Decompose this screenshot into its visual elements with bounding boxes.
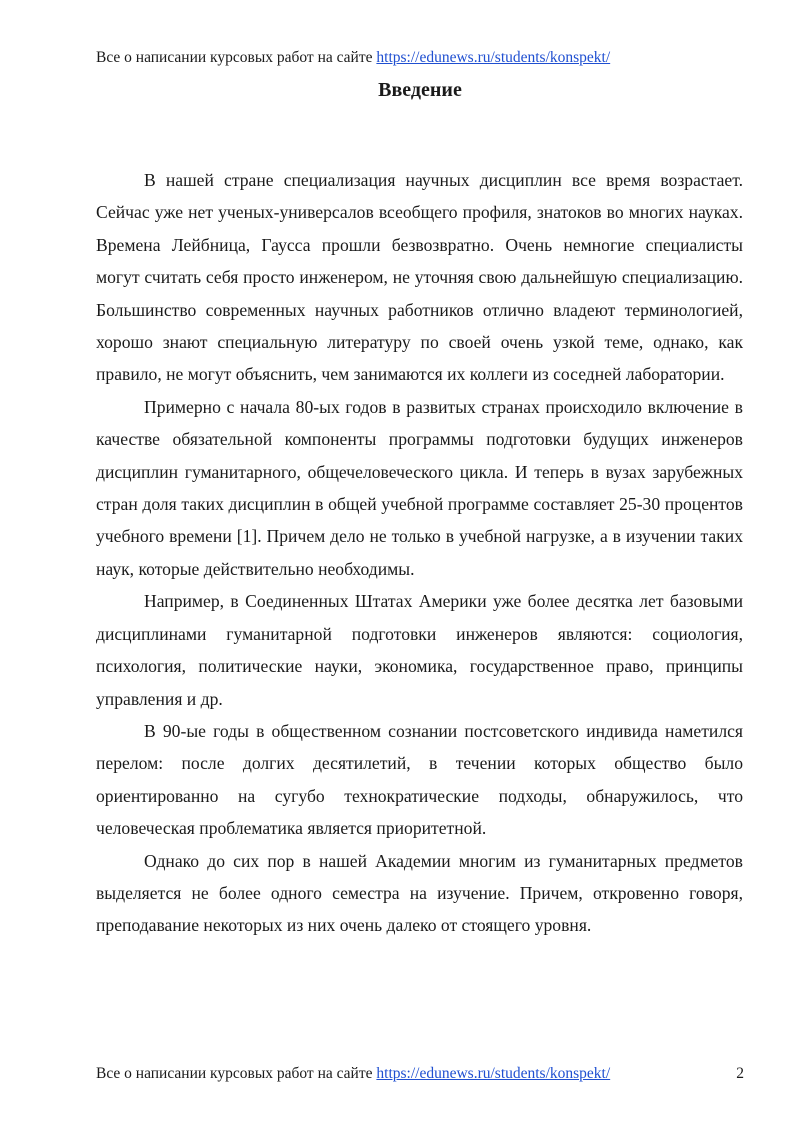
document-body <box>96 164 743 942</box>
page-footer <box>96 1064 744 1084</box>
page-header <box>96 48 610 68</box>
footer-link[interactable]: https://edunews.ru/students/konspekt/ <box>376 1065 611 1082</box>
paragraph: В 90-ые годы в общественном сознании постсоветского индивида наметился перелом: после долгих десятилетий, в течении которых общество было ориентированно на сугубо технократические подходы, обнаружилось, что человеческая проблематика является приоритетной. <box>96 720 743 839</box>
page-title: Введение <box>378 79 462 101</box>
paragraph: В нашей стране специализация научных дисциплин все время возрастает. Сейчас уже нет ученых-универсалов всеобщего профиля, знатоков во многих науках. Времена Лейбница, Гаусса прошли безвозвратно. Очень немногие специалисты могут считать себя просто инженером, не уточняя свою дальнейшую специализацию. Большинство современных научных работников отлично владеют терминологией, хорошо знают специальную литературу по своей очень узкой теме, однако, как правило, не могут объяснить, чем занимаются их коллеги из соседней лаборатории. <box>96 170 743 385</box>
footer-text: Все о написании курсовых работ на сайте <box>96 1065 377 1082</box>
paragraph: Однако до сих пор в нашей Академии многим из гуманитарных предметов выделяется не более одного семестра на изучение. Причем, откровенно говоря, преподавание некоторых из них очень далеко от стоящего уровня. <box>96 850 743 936</box>
header-text: Все о написании курсовых работ на сайте <box>96 49 377 66</box>
paragraph: Примерно с начала 80-ых годов в развитых странах происходило включение в качестве обязательной компоненты программы подготовки будущих инженеров дисциплин гуманитарного, общечеловеческого цикла. И теперь в вузах зарубежных стран доля таких дисциплин в общей учебной программе составляет 25-30 процентов учебного времени [1]. Причем дело не только в учебной нагрузке, а в изучении таких наук, которые действительно необходимы. <box>96 396 743 579</box>
header-link[interactable]: https://edunews.ru/students/konspekt/ <box>376 49 611 66</box>
page-number: 2 <box>736 1065 744 1082</box>
paragraph: Например, в Соединенных Штатах Америки уже более десятка лет базовыми дисциплинами гуманитарной подготовки инженеров являются: социология, психология, политические науки, экономика, государственное право, принципы управления и др. <box>96 591 743 709</box>
